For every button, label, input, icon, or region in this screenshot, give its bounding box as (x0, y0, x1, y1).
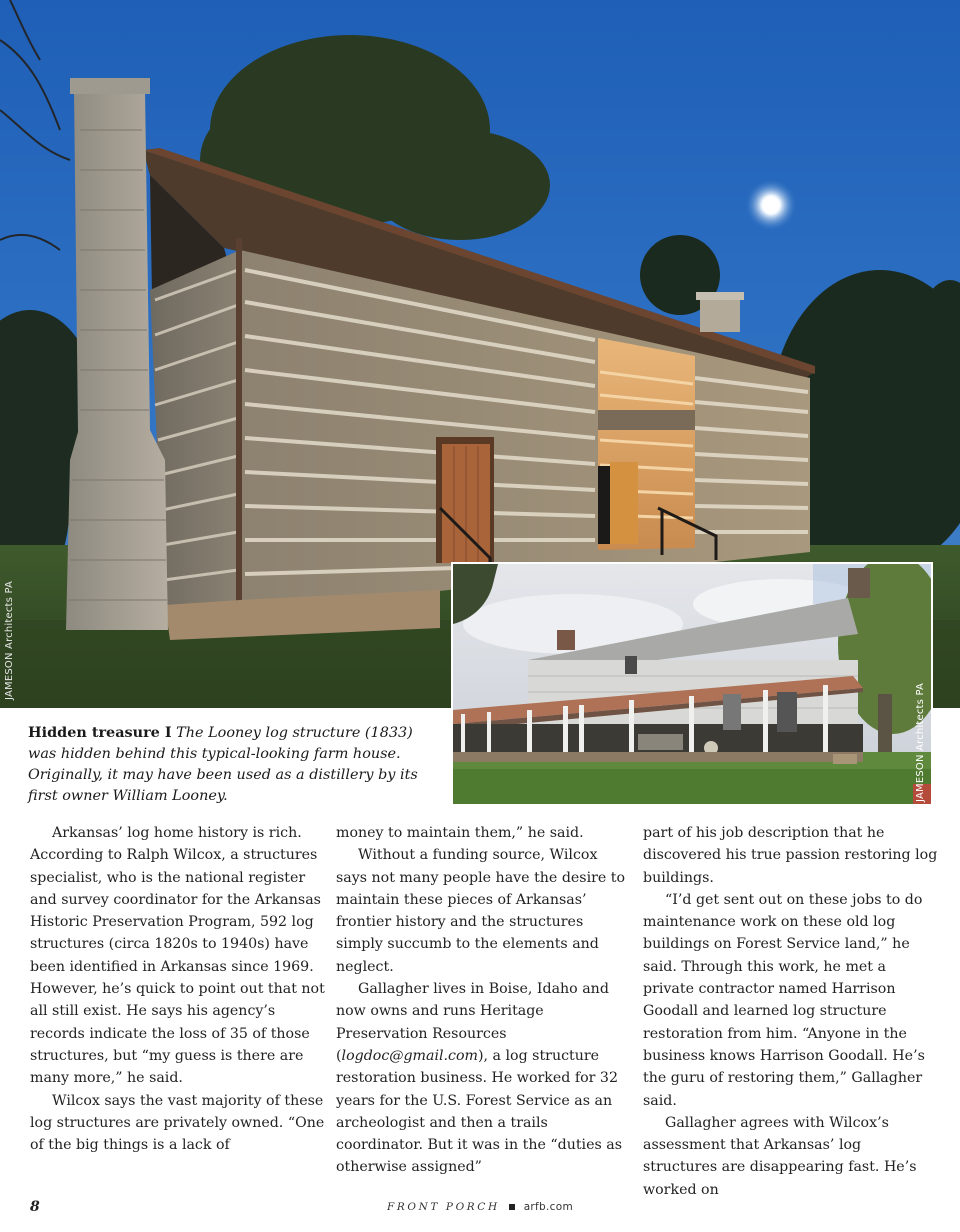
photo-caption (28, 722, 433, 807)
article-column-3 (643, 822, 939, 1201)
article-paragraph: part of his job description that he discovered his true passion restoring log buildings. (643, 825, 938, 886)
article-paragraph: Without a funding source, Wilcox says not many people have the desire to maintain these pieces of Arkansas’ frontier history and the structures simply succumb to the elements and neglect. (336, 847, 626, 975)
square-bullet-icon (509, 1204, 515, 1210)
page-footer (0, 1201, 960, 1213)
article-text: Gallagher lives in Boise, Idaho and now owns and runs Heritage Preservation Resources ( (336, 981, 609, 1064)
article-paragraph (336, 978, 632, 1179)
article-paragraph: Gallagher agrees with Wilcox’s assessment that Arkansas’ log structures are disappearing fast. He’s worked on (643, 1114, 917, 1198)
article-text: ), a log structure restoration business. He worked for 32 years for the U.S. Forest Service as an archeologist and then a trails coordinator. But it was in the “duties as otherwise assigned” (336, 1047, 622, 1176)
photo-credit-main: JAMESON Architects PA (4, 580, 15, 700)
article-paragraph: “I’d get sent out on these jobs to do maintenance work on these old log buildings on Forest Service land,” he said. Through this work, he met a private contractor named Harrison Goodall and learned log structure restoration from him. “Anyone in the business knows Harrison Goodall. He’s the guru of restoring them,” Gallagher said. (643, 891, 925, 1109)
caption-lead: Hidden treasure I (28, 724, 172, 741)
magazine-name: FRONT PORCH (387, 1201, 500, 1213)
caption-body: The Looney log structure (1833) was hidden behind this typical-looking farm house. Originally, it may have been used as a distillery by its first owner William Looney. (28, 725, 418, 804)
article-paragraph: money to maintain them,” he said. (336, 825, 584, 841)
email-address: logdoc@gmail.com (341, 1047, 478, 1064)
article-column-2 (336, 822, 632, 1179)
article-paragraph: Wilcox says the vast majority of these log structures are privately owned. “One of the big things is a lack of (30, 1092, 325, 1154)
photo-credit-inset: JAMESON Architects PA (915, 682, 926, 802)
page-number: 8 (30, 1199, 40, 1215)
website-url: arfb.com (523, 1201, 573, 1213)
article-paragraph: Arkansas’ log home history is rich. According to Ralph Wilcox, a structures specialist, who is the national register and survey coordinator for the Arkansas Historic Preservation Program, 592 log structures (circa 1820s to 1940s) have been identified in Arkansas since 1969. However, he’s quick to point out that not all still exist. He says his agency’s records indicate the loss of 35 of those structures, but “my guess is there are many more,” he said. (30, 825, 325, 1087)
article-column-1 (30, 822, 326, 1156)
inset-photo-farm-house (451, 562, 933, 806)
